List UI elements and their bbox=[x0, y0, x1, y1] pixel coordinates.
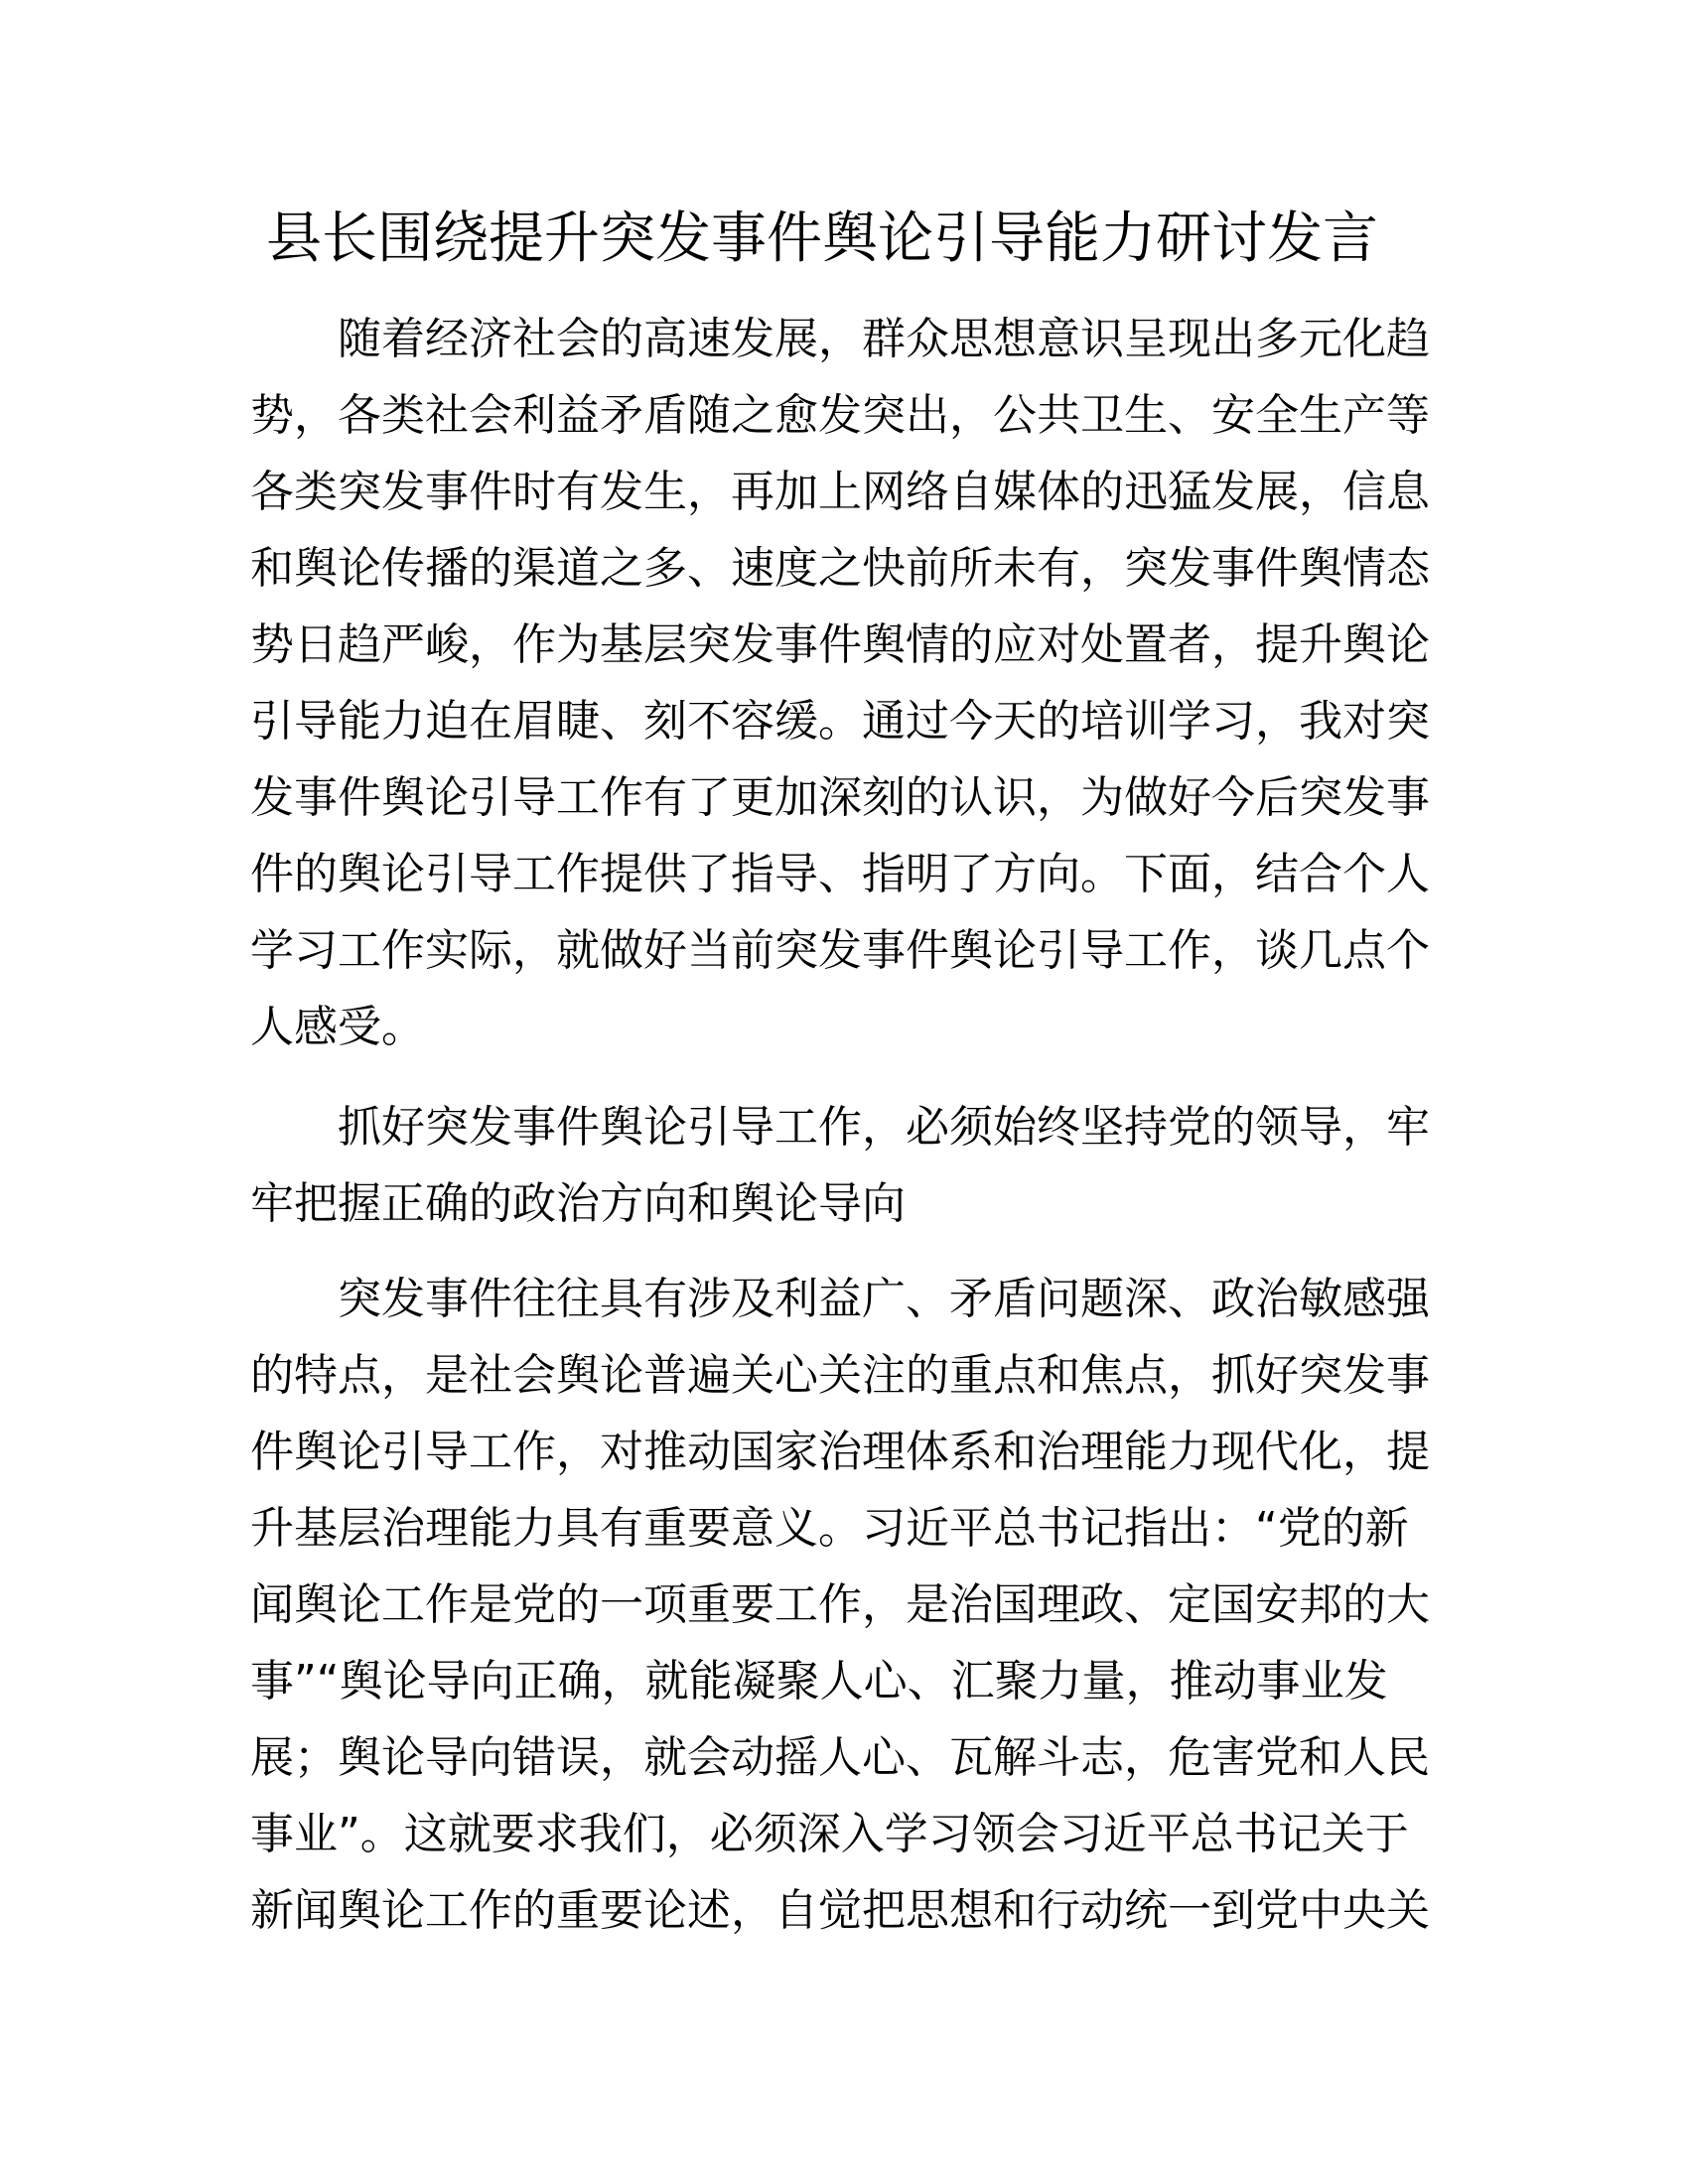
paragraph-intro bbox=[250, 301, 1442, 1065]
text-line: 发事件舆论引导工作有了更加深刻的认识，为做好今后突发事 bbox=[250, 772, 1430, 823]
text-line: 各类突发事件时有发生，再加上网络自媒体的迅猛发展，信息 bbox=[250, 467, 1430, 517]
text-line: 随着经济社会的高速发展，群众思想意识呈现出多元化趋 bbox=[338, 314, 1430, 364]
paragraph-body bbox=[250, 1261, 1442, 1949]
text-line: 人感受。 bbox=[250, 1002, 425, 1052]
text-line: 学习工作实际，就做好当前突发事件舆论引导工作，谈几点个 bbox=[250, 925, 1430, 976]
text-line: 新闻舆论工作的重要论述，自觉把思想和行动统一到党中央关 bbox=[250, 1885, 1430, 1936]
text-line: 势日趋严峻，作为基层突发事件舆情的应对处置者，提升舆论 bbox=[250, 619, 1430, 670]
text-line: 势，各类社会利益矛盾随之愈发突出，公共卫生、安全生产等 bbox=[250, 390, 1430, 441]
text-line: 引导能力迫在眉睫、刻不容缓。通过今天的培训学习，我对突 bbox=[250, 696, 1430, 747]
text-line: 闻舆论工作是党的一项重要工作，是治国理政、定国安邦的大 bbox=[250, 1579, 1430, 1630]
text-line: 突发事件往往具有涉及利益广、矛盾问题深、政治敏感强 bbox=[338, 1274, 1430, 1324]
text-line: 的特点，是社会舆论普遍关心关注的重点和焦点，抓好突发事 bbox=[250, 1350, 1430, 1401]
text-line: 件的舆论引导工作提供了指导、指明了方向。下面，结合个人 bbox=[250, 849, 1430, 899]
text-line: 件舆论引导工作，对推动国家治理体系和治理能力现代化，提 bbox=[250, 1427, 1430, 1477]
text-line: 展；舆论导向错误，就会动摇人心、瓦解斗志，危害党和人民 bbox=[250, 1732, 1430, 1783]
text-line: 牢把握正确的政治方向和舆论导向 bbox=[250, 1178, 906, 1229]
text-line: 事业”。这就要求我们，必须深入学习领会习近平总书记关于 bbox=[250, 1809, 1409, 1859]
document-title: 县长围绕提升突发事件舆论引导能力研讨发言 bbox=[266, 206, 1378, 271]
text-line: 升基层治理能力具有重要意义。习近平总书记指出：“党的新 bbox=[250, 1503, 1409, 1554]
text-line: 和舆论传播的渠道之多、速度之快前所未有，突发事件舆情态 bbox=[250, 543, 1430, 594]
text-line: 事”“舆论导向正确，就能凝聚人心、汇聚力量，推动事业发 bbox=[250, 1656, 1388, 1706]
section-heading bbox=[250, 1089, 1442, 1242]
text-line: 抓好突发事件舆论引导工作，必须始终坚持党的领导，牢 bbox=[338, 1102, 1430, 1153]
